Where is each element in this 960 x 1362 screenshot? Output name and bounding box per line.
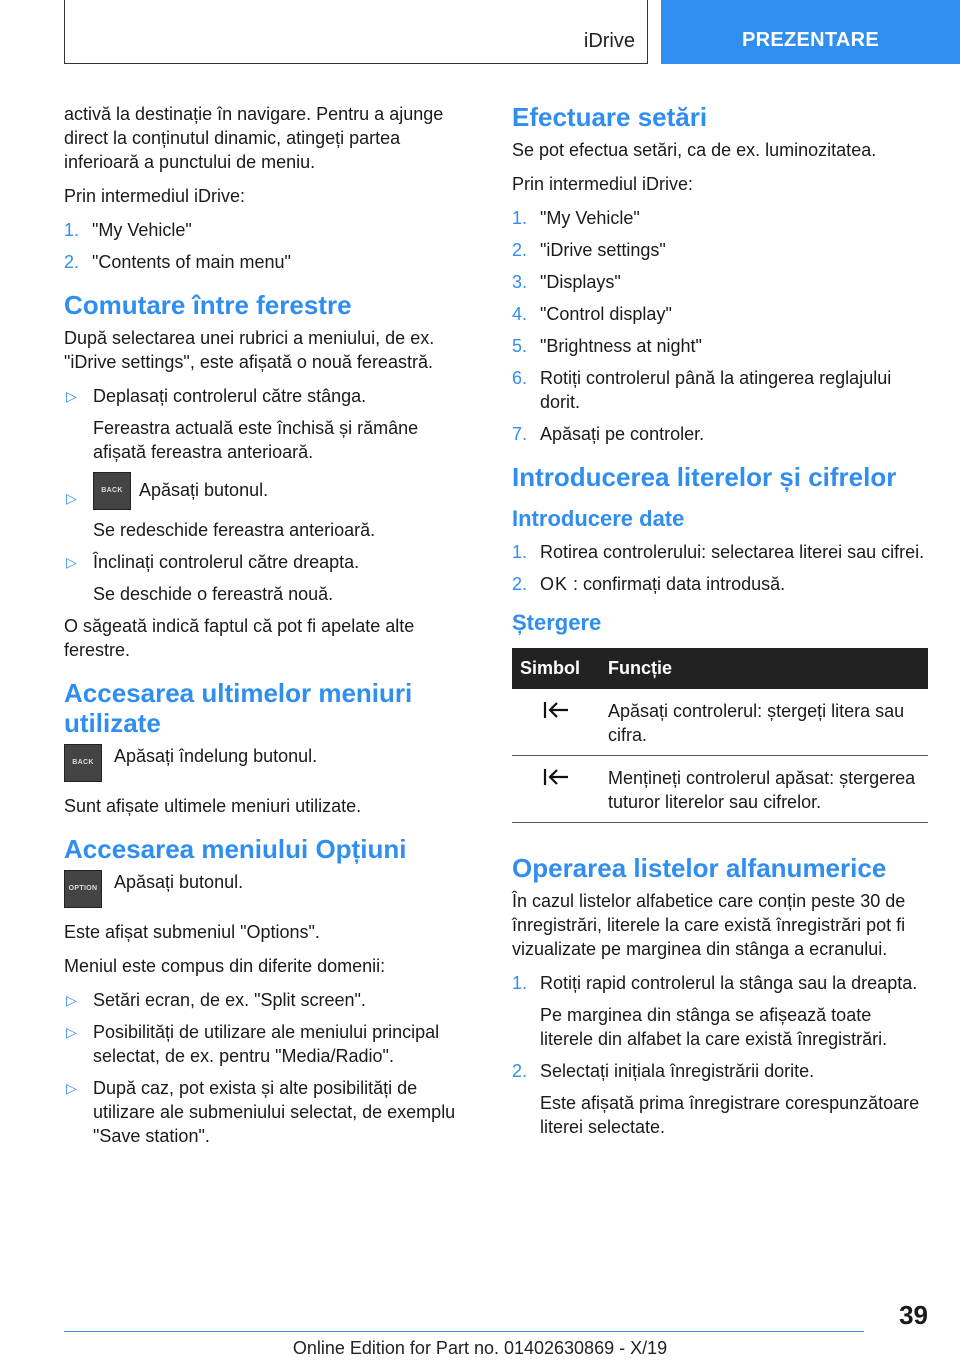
heading-input: Introducerea literelor și cifrelor (512, 462, 897, 492)
back-button-icon: BACK (93, 472, 131, 510)
bullets-domains (64, 988, 474, 1148)
backspace-icon (541, 699, 571, 721)
backspace-icon (541, 766, 571, 788)
list-item: 1. "My Vehicle" (64, 220, 192, 240)
heading-switch-windows: Comutare între ferestre (64, 290, 352, 320)
switch-paragraph: După selectarea unei rubrici a meniului, de ex. "iDrive settings", este afișată o nouă fereastră. (64, 328, 435, 372)
left-column (64, 102, 474, 1156)
recent-paragraph: Sunt afișate ultimele meniuri utilizate. (64, 796, 362, 816)
list-item: 1. "My Vehicle" (512, 208, 640, 228)
list-item: ▷ BACK Apăsați butonul. Se redeschide fereastra anterioară. (64, 472, 474, 542)
heading-settings: Efectuare setări (512, 102, 708, 132)
domains-paragraph: Meniul este compus din diferite domenii: (64, 956, 386, 976)
triangle-bullet-icon: ▷ (66, 490, 77, 506)
heading-options-menu: Accesarea meniului Opțiuni (64, 834, 407, 864)
settings-paragraph: Se pot efectua setări, ca de ex. luminozitatea. (512, 140, 877, 160)
header-box (64, 0, 648, 64)
triangle-bullet-icon: ▷ (66, 992, 77, 1008)
list-item: ▷ Setări ecran, de ex. "Split screen". (66, 990, 366, 1010)
bullets-switch (64, 384, 474, 606)
footer-edition: Online Edition for Part no. 01402630869 - X/19 (292, 1338, 668, 1358)
heading-alphanumeric-lists: Operarea listelor alfanumerice (512, 853, 887, 883)
list-steps-3 (512, 540, 928, 596)
list-item: 2. OK : confirmați data introdusă. (512, 574, 786, 594)
lists-paragraph: În cazul listelor alfabetice care conțin peste 30 de înregistrări, literele la care există înregistrări pot fi vizualizate pe marginea din stânga a ecranului. (512, 891, 906, 959)
list-item: 1. Rotiți rapid controlerul la stânga sau la dreapta. Pe marginea din stânga se afișează toate literele din alfabet la care există înregistrări. (512, 973, 918, 1049)
option-button-icon: OPTION (64, 870, 102, 908)
ok-icon: OK (540, 574, 569, 594)
heading-delete: Ștergere (512, 610, 602, 635)
right-column (512, 102, 928, 1147)
list-item: 2. Selectați inițiala înregistrării dorite. Este afișată prima înregistrare corespunzătoare literei selectate. (512, 1061, 920, 1137)
options-row (64, 870, 474, 908)
list-item: 6. Rotiți controlerul până la atingerea reglajului dorit. (512, 368, 892, 412)
submenu-paragraph: Este afișat submeniul "Options". (64, 922, 320, 942)
footer-divider (64, 1331, 864, 1332)
list-steps-4 (512, 971, 928, 1139)
table-header: Simbol (512, 648, 600, 689)
list-item: ▷ După caz, pot exista și alte posibilități de utilizare ale submeniului selectat, de exemplu "Save station". (66, 1078, 456, 1146)
list-steps-1 (64, 218, 474, 274)
heading-recent-menus: Accesarea ultimelor meniuri utilizate (64, 678, 413, 738)
arrow-paragraph: O săgeată indică faptul că pot fi apelate alte ferestre. (64, 616, 415, 660)
options-instruction: Apăsați butonul. (114, 872, 244, 892)
triangle-bullet-icon: ▷ (66, 554, 77, 570)
header-tab: PREZENTARE (661, 0, 960, 64)
via-paragraph: Prin intermediul iDrive: (64, 186, 246, 206)
table-header: Funcție (600, 648, 928, 689)
list-item: ▷ Posibilități de utilizare ale meniului principal selectat, de ex. pentru "Media/Radio". (66, 1022, 440, 1066)
list-item: 4. "Control display" (512, 304, 672, 324)
list-item: ▷ Înclinați controlerul către dreapta. Se deschide o fereastră nouă. (66, 552, 360, 604)
recent-row (64, 744, 474, 782)
list-item: 3. "Displays" (512, 272, 621, 292)
list-steps-2 (512, 206, 928, 446)
intro-paragraph: activă la destinație în navigare. Pentru a ajunge direct la conținutul dinamic, atingeți partea inferioară a punctului de meniu. (64, 104, 444, 172)
list-item: 1. Rotirea controlerului: selectarea literei sau cifrei. (512, 542, 925, 562)
heading-data-entry: Introducere date (512, 506, 685, 531)
list-item: 2. "Contents of main menu" (64, 252, 291, 272)
list-item: 7. Apăsați pe controler. (512, 424, 705, 444)
list-item: 2. "iDrive settings" (512, 240, 666, 260)
header-section: iDrive (583, 30, 635, 52)
recent-instruction: Apăsați îndelung butonul. (114, 746, 318, 766)
triangle-bullet-icon: ▷ (66, 1024, 77, 1040)
triangle-bullet-icon: ▷ (66, 1080, 77, 1096)
back-button-icon: BACK (64, 744, 102, 782)
triangle-bullet-icon: ▷ (66, 388, 77, 404)
list-item: ▷ Deplasați controlerul către stânga. Fereastra actuală este închisă și rămâne afișată fereastra anterioară. (66, 386, 419, 462)
via-paragraph: Prin intermediul iDrive: (512, 174, 694, 194)
table-row: Apăsați controlerul: ștergeți litera sau cifra. (512, 689, 928, 756)
list-item: 5. "Brightness at night" (512, 336, 702, 356)
table-row: Mențineți controlerul apăsat: ștergerea tuturor literelor sau cifrelor. (512, 756, 928, 823)
page-number: 39 (899, 1300, 928, 1330)
delete-table (512, 648, 928, 823)
